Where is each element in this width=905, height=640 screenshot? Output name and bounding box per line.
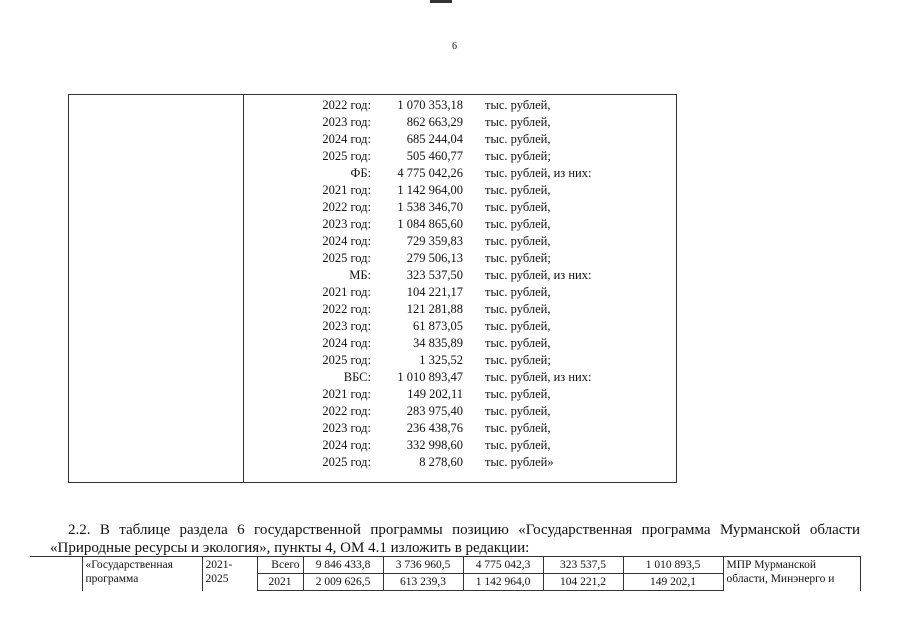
funding-label: 2022 год: (322, 404, 371, 418)
funding-label: 2023 год: (322, 115, 371, 129)
funding-unit: тыс. рублей, (485, 217, 551, 231)
funding-row (244, 437, 676, 454)
funding-row (244, 114, 676, 131)
funding-label: 2024 год: (322, 336, 371, 350)
year-cell: 2021 (257, 574, 303, 591)
funding-row (244, 216, 676, 233)
funding-table-fragment (68, 94, 677, 483)
funding-row (244, 454, 676, 471)
funding-row (244, 369, 676, 386)
funding-label: 2023 год: (322, 319, 371, 333)
funding-amount: 279 506,13 (406, 251, 463, 265)
funding-amount: 1 070 353,18 (397, 98, 463, 112)
funding-row (244, 233, 676, 250)
vbs-cell: 149 202,1 (623, 574, 723, 591)
funding-unit: тыс. рублей, (485, 302, 551, 316)
table-row (30, 557, 860, 574)
funding-label: 2022 год: (322, 200, 371, 214)
funding-row (244, 131, 676, 148)
funding-unit: тыс. рублей, (485, 285, 551, 299)
funding-unit: тыс. рублей, (485, 438, 551, 452)
total-cell: 9 846 433,8 (303, 557, 383, 574)
funding-amount: 332 998,60 (406, 438, 463, 452)
funding-unit: тыс. рублей, (485, 98, 551, 112)
funding-amount: 104 221,17 (406, 285, 463, 299)
funding-unit: тыс. рублей, (485, 319, 551, 333)
funding-amount: 236 438,76 (406, 421, 463, 435)
funding-amount: 4 775 042,26 (397, 166, 463, 180)
funding-label: ФБ: (350, 166, 371, 180)
funding-amount: 1 010 893,47 (397, 370, 463, 384)
funding-amount: 862 663,29 (406, 115, 463, 129)
program-table (30, 556, 861, 591)
funding-row (244, 182, 676, 199)
funding-row (244, 403, 676, 420)
funding-amount: 283 975,40 (406, 404, 463, 418)
funding-unit: тыс. рублей, (485, 183, 551, 197)
funding-unit: тыс. рублей, из них: (485, 166, 592, 180)
funding-amount: 8 278,60 (419, 455, 463, 469)
funding-label: МБ: (349, 268, 371, 282)
funding-amount: 121 281,88 (406, 302, 463, 316)
funding-row (244, 352, 676, 369)
funding-unit: тыс. рублей, (485, 404, 551, 418)
funding-unit: тыс. рублей; (485, 251, 551, 265)
funding-label: 2025 год: (322, 353, 371, 367)
program-period-cell: 2021-2025 (202, 557, 257, 591)
funding-amount: 1 142 964,00 (397, 183, 463, 197)
funding-unit: тыс. рублей, из них: (485, 268, 592, 282)
funding-row (244, 284, 676, 301)
funding-unit: тыс. рублей, (485, 234, 551, 248)
funding-row (244, 318, 676, 335)
funding-unit: тыс. рублей, (485, 336, 551, 350)
funding-unit: тыс. рублей» (485, 455, 554, 469)
funding-label: 2025 год: (322, 149, 371, 163)
ob-cell: 3 736 960,5 (383, 557, 463, 574)
funding-unit: тыс. рублей, (485, 200, 551, 214)
total-cell: 2 009 626,5 (303, 574, 383, 591)
funding-row (244, 301, 676, 318)
funding-label: 2021 год: (322, 285, 371, 299)
funding-row (244, 199, 676, 216)
funding-unit: тыс. рублей; (485, 353, 551, 367)
funding-label: 2023 год: (322, 217, 371, 231)
funding-row (244, 267, 676, 284)
funding-unit: тыс. рублей, (485, 421, 551, 435)
responsible-cell: МПР Мурманской области, Минэнерго и (723, 557, 860, 591)
page-number: 6 (452, 41, 457, 52)
funding-unit: тыс. рублей, из них: (485, 370, 592, 384)
funding-row (244, 420, 676, 437)
funding-row (244, 97, 676, 114)
funding-row (244, 250, 676, 267)
funding-unit: тыс. рублей, (485, 132, 551, 146)
funding-row (244, 148, 676, 165)
funding-amount: 505 460,77 (406, 149, 463, 163)
year-cell: Всего (257, 557, 303, 574)
mb-cell: 323 537,5 (543, 557, 623, 574)
amendment-paragraph: 2.2. В таблице раздела 6 государственной программы позицию «Государственная программа Мурманской области «Природные ресурсы и экология», пункты 4, ОМ 4.1 изложить в редакции: (50, 522, 860, 556)
funding-row (244, 165, 676, 182)
funding-row (244, 386, 676, 403)
funding-amount: 729 359,83 (406, 234, 463, 248)
funding-amount: 685 244,04 (406, 132, 463, 146)
mb-cell: 104 221,2 (543, 574, 623, 591)
funding-label: 2024 год: (322, 438, 371, 452)
fb-cell: 1 142 964,0 (463, 574, 543, 591)
funding-label: 2022 год: (322, 98, 371, 112)
funding-label: 2024 год: (322, 234, 371, 248)
funding-label: 2025 год: (322, 455, 371, 469)
scan-top-mark (430, 0, 452, 3)
empty-number-cell (30, 557, 82, 591)
funding-amount: 323 537,50 (406, 268, 463, 282)
funding-amount: 149 202,11 (407, 387, 463, 401)
funding-row (244, 335, 676, 352)
funding-label: 2021 год: (322, 183, 371, 197)
program-name-cell: «Государственная программа (82, 557, 202, 591)
funding-label: 2022 год: (322, 302, 371, 316)
funding-amount: 1 325,52 (419, 353, 463, 367)
funding-label: 2025 год: (322, 251, 371, 265)
funding-label: ВБС: (343, 370, 371, 384)
funding-list (244, 97, 676, 471)
funding-amount: 1 084 865,60 (397, 217, 463, 231)
funding-unit: тыс. рублей, (485, 387, 551, 401)
funding-amount: 1 538 346,70 (397, 200, 463, 214)
funding-amount: 34 835,89 (413, 336, 463, 350)
ob-cell: 613 239,3 (383, 574, 463, 591)
funding-amount: 61 873,05 (413, 319, 463, 333)
funding-unit: тыс. рублей, (485, 115, 551, 129)
vbs-cell: 1 010 893,5 (623, 557, 723, 574)
fb-cell: 4 775 042,3 (463, 557, 543, 574)
funding-label: 2024 год: (322, 132, 371, 146)
funding-label: 2023 год: (322, 421, 371, 435)
funding-unit: тыс. рублей; (485, 149, 551, 163)
funding-label: 2021 год: (322, 387, 371, 401)
